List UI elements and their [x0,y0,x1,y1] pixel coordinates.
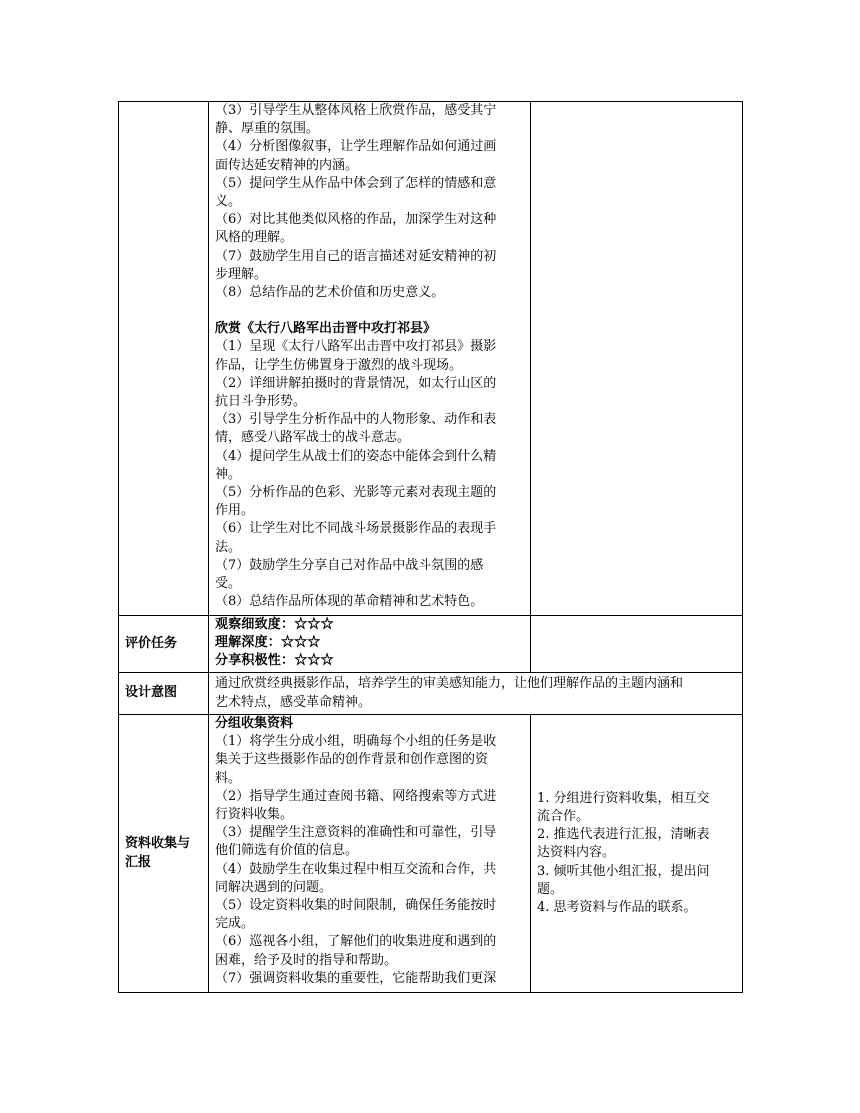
step-line: （3）引导学生分析作品中的人物形象、动作和表 [215,412,497,428]
student-activity-cell [531,102,743,616]
collection-heading: 分组收集资料 [215,716,294,731]
collection-label [119,715,209,993]
step-line: 神。 [215,466,242,482]
collection-student-steps [537,790,736,917]
activity-label-cell [119,102,209,616]
evaluation-item: 理解深度：☆☆☆ [215,635,321,651]
student-step-line: 4. 思考资料与作品的联系。 [537,900,697,915]
blank-line [215,302,524,320]
design-intent-text-cell [209,673,743,715]
teacher-step-line: 同解决遇到的问题。 [215,879,333,895]
design-intent-line: 艺术特点，感受革命精神。 [215,694,372,710]
step-line: （8）总结作品所体现的革命精神和艺术特色。 [215,594,484,610]
teacher-step-line: 困难，给予及时的指导和帮助。 [215,952,398,968]
teacher-step-line: （4）鼓励学生在收集过程中相互交流和合作，共 [215,861,497,877]
teacher-step-line: （6）巡视各小组，了解他们的收集进度和遇到的 [215,934,497,950]
collection-student-cell [531,715,743,993]
evaluation-row [119,616,743,673]
evaluation-label: 评价任务 [119,616,209,673]
teacher-step-line: 行资料收集。 [215,807,294,823]
step-line: （7）鼓励学生分享自己对作品中战斗氛围的感 [215,557,484,573]
step-line: 法。 [215,539,242,555]
lesson-plan-table [118,101,743,993]
step-line: （5）分析作品的色彩、光影等元素对表现主题的 [215,485,497,501]
step-line: （3）引导学生从整体风格上欣赏作品，感受其宁 [215,103,497,118]
design-intent-label: 设计意图 [119,673,209,715]
collection-label-line: 资料收集与 [125,836,191,852]
collection-teacher-steps [215,733,524,988]
teacher-step-line: （1）将学生分成小组，明确每个小组的任务是收 [215,734,497,750]
teacher-step-line: 他们筛选有价值的信息。 [215,843,359,859]
step-line: （2）详细讲解拍摄时的背景情况，如太行山区的 [215,375,497,391]
teacher-step-line: （5）设定资料收集的时间限制，确保任务能按时 [215,898,497,914]
collection-row [119,715,743,993]
step-line: 步理解。 [215,266,268,282]
step-line: （7）鼓励学生用自己的语言描述对延安精神的初 [215,248,497,264]
step-line: 面传达延安精神的内涵。 [215,157,359,173]
student-step-line: 流合作。 [537,808,590,824]
step-line: 义。 [215,194,242,210]
student-step-line: 2. 推选代表进行汇报，清晰表 [537,827,710,843]
section-heading: 欣赏《太行八路军出击晋中攻打祁县》 [215,321,437,337]
design-intent-row [119,673,743,715]
appreciation-steps-a [215,102,524,302]
student-step-line: 题。 [537,881,564,897]
step-line: （4）提问学生从战士们的姿态中能体会到什么精 [215,448,497,464]
teacher-step-line: （2）指导学生通过查阅书籍、网络搜索等方式进 [215,788,497,804]
teacher-activity-cell [209,102,531,616]
step-line: （6）让学生对比不同战斗场景摄影作品的表现手 [215,521,497,537]
step-line: 作品，让学生仿佛置身于激烈的战斗现场。 [215,357,463,373]
step-line: 情，感受八路军战士的战斗意志。 [215,430,411,446]
step-line: （1）呈现《太行八路军出击晋中攻打祁县》摄影 [215,339,497,355]
evaluation-items-cell [209,616,531,673]
teacher-step-line: 集关于这些摄影作品的创作背景和创作意图的资 [215,752,489,768]
teacher-step-line: （3）提醒学生注意资料的准确性和可靠性，引导 [215,825,497,841]
collection-label-line: 汇报 [125,854,152,870]
step-line: （5）提问学生从作品中体会到了怎样的情感和意 [215,175,497,191]
student-step-line: 1. 分组进行资料收集，相互交 [537,790,710,806]
teacher-step-line: 料。 [215,770,242,786]
activity-row [119,102,743,616]
student-step-line: 3. 倾听其他小组汇报，提出问 [537,863,710,879]
evaluation-item: 分享积极性：☆☆☆ [215,653,334,669]
step-line: 静、厚重的氛围。 [215,121,320,137]
evaluation-item: 观察细致度：☆☆☆ [215,617,334,632]
step-line: （8）总结作品的艺术价值和历史意义。 [215,285,445,301]
step-line: 作用。 [215,503,255,519]
student-step-line: 达资料内容。 [537,845,616,861]
step-line: （6）对比其他类似风格的作品，加深学生对这种 [215,212,497,228]
appreciation-steps-b [215,338,524,611]
teacher-step-line: 完成。 [215,916,255,932]
collection-teacher-cell [209,715,531,993]
step-line: 风格的理解。 [215,230,294,246]
step-line: （4）分析图像叙事，让学生理解作品如何通过画 [215,139,497,155]
evaluation-empty-cell [531,616,743,673]
design-intent-line: 通过欣赏经典摄影作品，培养学生的审美感知能力，让他们理解作品的主题内涵和 [215,676,684,692]
teacher-step-line: （7）强调资料收集的重要性，它能帮助我们更深 [215,970,497,986]
step-line: 抗日斗争形势。 [215,394,307,410]
step-line: 受。 [215,576,242,592]
